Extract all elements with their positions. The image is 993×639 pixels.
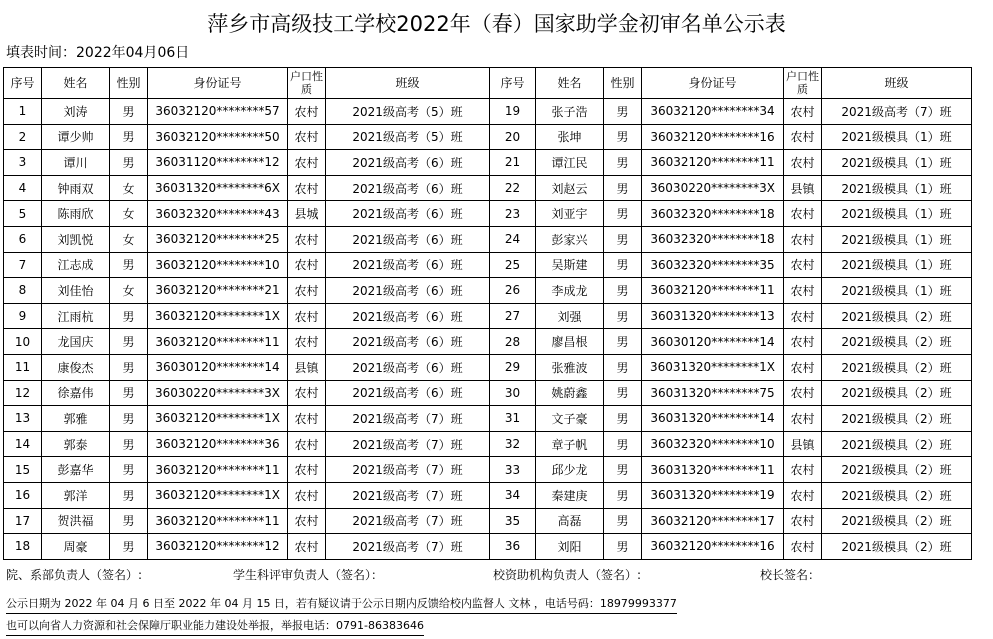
cell-gender: 女	[110, 226, 148, 252]
cell-seq: 1	[4, 99, 42, 125]
notice-report: 也可以向省人力资源和社会保障厅职业能力建设处举报，举报电话：0791-86383646	[6, 619, 424, 636]
cell-seq: 30	[490, 380, 536, 406]
cell-name: 康俊杰	[42, 354, 110, 380]
cell-class: 2021级模具（2）班	[822, 508, 972, 534]
cell-id-number: 36032120********16	[642, 124, 784, 150]
cell-seq: 15	[4, 457, 42, 483]
header-class: 班级	[326, 68, 490, 99]
cell-hukou: 农村	[288, 278, 326, 304]
cell-gender: 男	[110, 99, 148, 125]
cell-class: 2021级高考（7）班	[326, 431, 490, 457]
cell-id-number: 36032120********16	[642, 534, 784, 560]
notice-period: 公示日期为 2022 年 04 月 6 日至 2022 年 04 月 15 日，若有疑议请于公示日期内反馈给校内监督人 文林 ，电话号码：18979993377	[6, 597, 677, 614]
cell-id-number: 36030120********14	[148, 354, 288, 380]
roster-table	[3, 67, 972, 560]
cell-seq: 16	[4, 482, 42, 508]
dept-signature-label: 院、系部负责人（签名）:	[6, 568, 143, 582]
cell-seq: 28	[490, 329, 536, 355]
cell-class: 2021级模具（2）班	[822, 457, 972, 483]
cell-name: 姚蔚鑫	[536, 380, 604, 406]
cell-class: 2021级模具（1）班	[822, 124, 972, 150]
header-seq: 序号	[490, 68, 536, 99]
cell-seq: 29	[490, 354, 536, 380]
cell-hukou: 农村	[288, 303, 326, 329]
cell-id-number: 36031320********14	[642, 406, 784, 432]
cell-id-number: 36030120********14	[642, 329, 784, 355]
cell-name: 吴斯建	[536, 252, 604, 278]
cell-hukou: 农村	[288, 457, 326, 483]
cell-name: 郭泰	[42, 431, 110, 457]
cell-name: 刘赵云	[536, 175, 604, 201]
cell-seq: 17	[4, 508, 42, 534]
cell-class: 2021级模具（1）班	[822, 150, 972, 176]
cell-class: 2021级高考（7）班	[326, 482, 490, 508]
cell-hukou: 农村	[784, 278, 822, 304]
cell-class: 2021级模具（2）班	[822, 329, 972, 355]
cell-id-number: 36032320********18	[642, 226, 784, 252]
cell-id-number: 36032320********10	[642, 431, 784, 457]
table-row	[4, 508, 972, 534]
cell-name: 刘强	[536, 303, 604, 329]
cell-gender: 男	[604, 354, 642, 380]
cell-id-number: 36032120********17	[642, 508, 784, 534]
header-hukou: 户口性质	[784, 68, 822, 99]
cell-seq: 31	[490, 406, 536, 432]
table-row	[4, 124, 972, 150]
table-row	[4, 482, 972, 508]
cell-gender: 男	[604, 175, 642, 201]
cell-class: 2021级高考（7）班	[326, 508, 490, 534]
table-row	[4, 406, 972, 432]
cell-hukou: 农村	[288, 508, 326, 534]
header-name: 姓名	[536, 68, 604, 99]
table-row	[4, 380, 972, 406]
cell-id-number: 36032120********34	[642, 99, 784, 125]
cell-id-number: 36030220********3X	[148, 380, 288, 406]
cell-gender: 男	[110, 534, 148, 560]
aid-signature-label: 校资助机构负责人（签名）:	[493, 568, 642, 582]
cell-hukou: 县城	[288, 201, 326, 227]
cell-seq: 22	[490, 175, 536, 201]
cell-name: 徐嘉伟	[42, 380, 110, 406]
table-row	[4, 278, 972, 304]
header-row	[4, 68, 972, 99]
cell-hukou: 农村	[288, 534, 326, 560]
cell-gender: 男	[110, 380, 148, 406]
cell-gender: 男	[604, 124, 642, 150]
cell-id-number: 36032120********12	[148, 534, 288, 560]
cell-hukou: 农村	[288, 482, 326, 508]
cell-gender: 男	[604, 226, 642, 252]
cell-hukou: 农村	[288, 431, 326, 457]
cell-class: 2021级模具（2）班	[822, 534, 972, 560]
cell-id-number: 36031320********75	[642, 380, 784, 406]
table-row	[4, 457, 972, 483]
table-row	[4, 150, 972, 176]
cell-id-number: 36031120********12	[148, 150, 288, 176]
cell-name: 高磊	[536, 508, 604, 534]
cell-gender: 男	[604, 303, 642, 329]
cell-class: 2021级高考（6）班	[326, 150, 490, 176]
cell-id-number: 36032120********36	[148, 431, 288, 457]
cell-gender: 男	[604, 508, 642, 534]
cell-id-number: 36032120********50	[148, 124, 288, 150]
cell-hukou: 农村	[288, 406, 326, 432]
cell-seq: 20	[490, 124, 536, 150]
cell-hukou: 农村	[784, 124, 822, 150]
cell-hukou: 农村	[784, 508, 822, 534]
cell-id-number: 36032120********11	[148, 508, 288, 534]
cell-class: 2021级高考（6）班	[326, 329, 490, 355]
cell-name: 张坤	[536, 124, 604, 150]
table-row	[4, 226, 972, 252]
cell-name: 陈雨欣	[42, 201, 110, 227]
header-gender: 性别	[110, 68, 148, 99]
header-id: 身份证号	[642, 68, 784, 99]
cell-gender: 男	[604, 329, 642, 355]
fill-date: 填表时间：2022年04月06日	[6, 45, 190, 61]
cell-id-number: 36032120********11	[148, 457, 288, 483]
cell-hukou: 农村	[288, 226, 326, 252]
cell-class: 2021级高考（7）班	[326, 406, 490, 432]
cell-hukou: 农村	[784, 457, 822, 483]
header-hukou: 户口性质	[288, 68, 326, 99]
cell-id-number: 36032120********25	[148, 226, 288, 252]
cell-hukou: 农村	[784, 226, 822, 252]
cell-seq: 11	[4, 354, 42, 380]
cell-name: 文子豪	[536, 406, 604, 432]
cell-name: 江雨杭	[42, 303, 110, 329]
cell-seq: 13	[4, 406, 42, 432]
cell-gender: 男	[604, 457, 642, 483]
cell-class: 2021级高考（6）班	[326, 226, 490, 252]
cell-seq: 4	[4, 175, 42, 201]
cell-name: 郭雅	[42, 406, 110, 432]
cell-name: 章子帆	[536, 431, 604, 457]
cell-hukou: 农村	[288, 175, 326, 201]
table-row	[4, 99, 972, 125]
cell-name: 龙国庆	[42, 329, 110, 355]
cell-name: 刘涛	[42, 99, 110, 125]
header-gender: 性别	[604, 68, 642, 99]
cell-seq: 2	[4, 124, 42, 150]
cell-name: 秦建庚	[536, 482, 604, 508]
cell-class: 2021级高考（5）班	[326, 99, 490, 125]
cell-seq: 5	[4, 201, 42, 227]
cell-name: 刘亚宇	[536, 201, 604, 227]
cell-gender: 男	[110, 329, 148, 355]
cell-class: 2021级高考（7）班	[326, 457, 490, 483]
cell-hukou: 农村	[288, 329, 326, 355]
roster-body	[4, 99, 972, 560]
cell-class: 2021级模具（2）班	[822, 431, 972, 457]
cell-hukou: 农村	[288, 99, 326, 125]
cell-id-number: 36032120********1X	[148, 406, 288, 432]
cell-id-number: 36031320********13	[642, 303, 784, 329]
cell-hukou: 农村	[784, 534, 822, 560]
cell-hukou: 农村	[288, 150, 326, 176]
header-id: 身份证号	[148, 68, 288, 99]
cell-gender: 男	[604, 406, 642, 432]
header-class: 班级	[822, 68, 972, 99]
table-row	[4, 431, 972, 457]
cell-gender: 男	[110, 124, 148, 150]
cell-hukou: 县镇	[784, 431, 822, 457]
cell-seq: 24	[490, 226, 536, 252]
cell-gender: 男	[604, 201, 642, 227]
cell-name: 谭川	[42, 150, 110, 176]
cell-gender: 男	[110, 431, 148, 457]
cell-seq: 33	[490, 457, 536, 483]
cell-class: 2021级模具（2）班	[822, 482, 972, 508]
cell-id-number: 36032120********10	[148, 252, 288, 278]
cell-class: 2021级模具（2）班	[822, 406, 972, 432]
cell-class: 2021级模具（1）班	[822, 278, 972, 304]
table-row	[4, 201, 972, 227]
table-row	[4, 354, 972, 380]
cell-class: 2021级高考（6）班	[326, 354, 490, 380]
cell-id-number: 36032320********43	[148, 201, 288, 227]
cell-seq: 26	[490, 278, 536, 304]
cell-hukou: 农村	[784, 380, 822, 406]
cell-seq: 36	[490, 534, 536, 560]
cell-seq: 10	[4, 329, 42, 355]
cell-gender: 男	[604, 380, 642, 406]
cell-name: 郭洋	[42, 482, 110, 508]
cell-name: 钟雨双	[42, 175, 110, 201]
cell-class: 2021级高考（6）班	[326, 380, 490, 406]
cell-seq: 7	[4, 252, 42, 278]
cell-class: 2021级模具（1）班	[822, 252, 972, 278]
cell-name: 谭少帅	[42, 124, 110, 150]
table-row	[4, 252, 972, 278]
cell-id-number: 36032320********35	[642, 252, 784, 278]
cell-name: 贺洪福	[42, 508, 110, 534]
cell-seq: 3	[4, 150, 42, 176]
cell-class: 2021级模具（2）班	[822, 354, 972, 380]
cell-name: 彭家兴	[536, 226, 604, 252]
cell-class: 2021级高考（7）班	[326, 534, 490, 560]
cell-gender: 男	[110, 457, 148, 483]
cell-seq: 23	[490, 201, 536, 227]
cell-name: 谭江民	[536, 150, 604, 176]
cell-hukou: 农村	[784, 252, 822, 278]
cell-hukou: 农村	[288, 252, 326, 278]
cell-seq: 12	[4, 380, 42, 406]
header-seq: 序号	[4, 68, 42, 99]
cell-class: 2021级高考（6）班	[326, 201, 490, 227]
cell-gender: 男	[110, 508, 148, 534]
table-row	[4, 175, 972, 201]
cell-seq: 9	[4, 303, 42, 329]
cell-seq: 27	[490, 303, 536, 329]
cell-class: 2021级高考（5）班	[326, 124, 490, 150]
cell-class: 2021级高考（6）班	[326, 303, 490, 329]
cell-gender: 女	[110, 278, 148, 304]
cell-gender: 男	[110, 354, 148, 380]
cell-seq: 35	[490, 508, 536, 534]
table-row	[4, 329, 972, 355]
cell-gender: 女	[110, 201, 148, 227]
cell-name: 张子浩	[536, 99, 604, 125]
cell-gender: 女	[110, 175, 148, 201]
page-title: 萍乡市高级技工学校2022年（春）国家助学金初审名单公示表	[207, 12, 786, 36]
cell-id-number: 36031320********6X	[148, 175, 288, 201]
principal-signature-label: 校长签名：	[760, 568, 821, 582]
cell-class: 2021级模具（1）班	[822, 201, 972, 227]
cell-seq: 6	[4, 226, 42, 252]
cell-gender: 男	[604, 150, 642, 176]
cell-seq: 25	[490, 252, 536, 278]
cell-gender: 男	[604, 482, 642, 508]
table-row	[4, 303, 972, 329]
review-signature-label: 学生科评审负责人（签名）：	[233, 568, 384, 582]
cell-name: 江志成	[42, 252, 110, 278]
cell-seq: 21	[490, 150, 536, 176]
cell-name: 张雅波	[536, 354, 604, 380]
cell-gender: 男	[604, 278, 642, 304]
cell-name: 彭嘉华	[42, 457, 110, 483]
cell-gender: 男	[110, 303, 148, 329]
cell-id-number: 36032320********18	[642, 201, 784, 227]
cell-seq: 8	[4, 278, 42, 304]
cell-class: 2021级模具（2）班	[822, 303, 972, 329]
cell-id-number: 36032120********11	[642, 150, 784, 176]
cell-name: 李成龙	[536, 278, 604, 304]
cell-name: 邱少龙	[536, 457, 604, 483]
cell-hukou: 农村	[784, 329, 822, 355]
cell-hukou: 农村	[784, 406, 822, 432]
cell-class: 2021级高考（6）班	[326, 278, 490, 304]
cell-hukou: 农村	[784, 303, 822, 329]
cell-id-number: 36032120********1X	[148, 303, 288, 329]
cell-hukou: 农村	[784, 482, 822, 508]
cell-gender: 男	[110, 150, 148, 176]
cell-class: 2021级高考（7）班	[822, 99, 972, 125]
cell-class: 2021级高考（6）班	[326, 175, 490, 201]
cell-class: 2021级模具（1）班	[822, 175, 972, 201]
cell-name: 刘佳怡	[42, 278, 110, 304]
table-row	[4, 534, 972, 560]
cell-gender: 男	[604, 99, 642, 125]
cell-gender: 男	[110, 252, 148, 278]
cell-id-number: 36031320********1X	[642, 354, 784, 380]
cell-gender: 男	[110, 482, 148, 508]
cell-hukou: 农村	[784, 150, 822, 176]
cell-id-number: 36031320********11	[642, 457, 784, 483]
cell-id-number: 36032120********1X	[148, 482, 288, 508]
cell-class: 2021级高考（6）班	[326, 252, 490, 278]
cell-hukou: 农村	[784, 354, 822, 380]
cell-class: 2021级模具（1）班	[822, 226, 972, 252]
cell-hukou: 县镇	[784, 175, 822, 201]
cell-seq: 34	[490, 482, 536, 508]
cell-id-number: 36031320********19	[642, 482, 784, 508]
cell-gender: 男	[604, 534, 642, 560]
cell-name: 周豪	[42, 534, 110, 560]
cell-hukou: 农村	[784, 201, 822, 227]
cell-name: 廖昌根	[536, 329, 604, 355]
cell-hukou: 农村	[784, 99, 822, 125]
cell-class: 2021级模具（2）班	[822, 380, 972, 406]
cell-id-number: 36032120********57	[148, 99, 288, 125]
cell-id-number: 36032120********21	[148, 278, 288, 304]
cell-id-number: 36032120********11	[148, 329, 288, 355]
cell-gender: 男	[604, 252, 642, 278]
cell-id-number: 36030220********3X	[642, 175, 784, 201]
cell-id-number: 36032120********11	[642, 278, 784, 304]
cell-name: 刘阳	[536, 534, 604, 560]
cell-name: 刘凯悦	[42, 226, 110, 252]
cell-seq: 14	[4, 431, 42, 457]
cell-seq: 19	[490, 99, 536, 125]
cell-seq: 18	[4, 534, 42, 560]
cell-seq: 32	[490, 431, 536, 457]
cell-hukou: 农村	[288, 124, 326, 150]
cell-gender: 男	[110, 406, 148, 432]
cell-gender: 男	[604, 431, 642, 457]
header-name: 姓名	[42, 68, 110, 99]
cell-hukou: 农村	[288, 380, 326, 406]
cell-hukou: 县镇	[288, 354, 326, 380]
